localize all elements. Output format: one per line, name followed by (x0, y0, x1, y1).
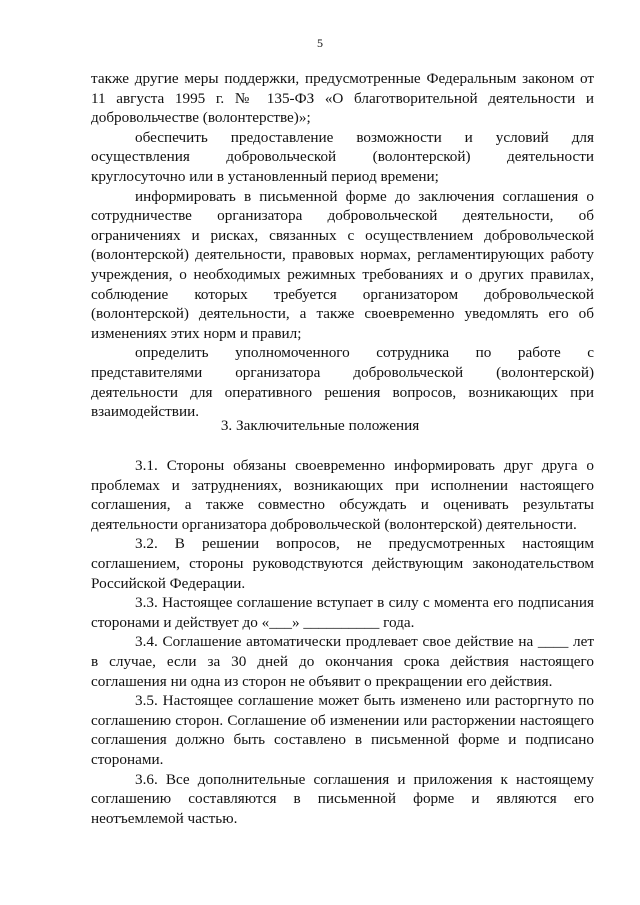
clause-3-5: 3.5. Настоящее соглашение может быть изменено или расторгнуто по соглашению сторон. Соглашение об изменении или расторжении настоящего соглашения должно быть составлено в письменной форме и подписано сторонами. (91, 692, 594, 768)
final-provisions (91, 456, 594, 828)
paragraph-appoint-employee: определить уполномоченного сотрудника по работе с представителями организатора добровольческой (волонтерской) деятельности для оперативного решения вопросов, возникающих при взаимодействии. (91, 344, 594, 421)
paragraph-inform-in-writing: информировать в письменной форме до заключения соглашения о сотрудничестве организатора добровольческой деятельности, об ограничениях и рисках, связанных с осуществлением добровольческой (волонтерской) деятельности, правовых нормах, регламентирующих работу учреждения, о необходимых режимных требованиях и о других правилах, соблюдение которых требуется организатором добровольческой (волонтерской) деятельности, а также своевременно уведомлять его об изменениях этих норм и правил; (91, 187, 594, 342)
clause-3-4: 3.4. Соглашение автоматически продлевает свое действие на ____ лет в случае, если за 30 дней до окончания срока действия настоящего соглашения ни одна из сторон не объявит о прекращении его действия. (91, 633, 594, 690)
paragraph-provide-conditions: обеспечить предоставление возможности и условий для осуществления добровольческой (волонтерской) деятельности круглосуточно или в установленный период времени; (91, 128, 594, 185)
section-heading: 3. Заключительные положения (220, 417, 420, 434)
obligations-continuation (91, 69, 594, 422)
clause-3-1: 3.1. Стороны обязаны своевременно информировать друг друга о проблемах и затруднениях, возникающих при исполнении настоящего соглашения, а также совместно обсуждать и оценивать результаты деятельности организатора добровольческой (волонтерской) деятельности. (91, 457, 594, 533)
paragraph-support-measures: также другие меры поддержки, предусмотренные Федеральным законом от 11 августа 1995 г. № 135-ФЗ «О благотворительной деятельности и добровольчестве (волонтерстве)»; (91, 70, 594, 127)
clause-3-3: 3.3. Настоящее соглашение вступает в силу с момента его подписания сторонами и действует до «___» __________ года. (91, 594, 594, 631)
clause-3-2: 3.2. В решении вопросов, не предусмотренных настоящим соглашением, стороны руководствуются действующим законодательством Российской Федерации. (91, 535, 594, 592)
clause-3-6: 3.6. Все дополнительные соглашения и приложения к настоящему соглашению составляются в письменной форме и являются его неотъемлемой частью. (91, 770, 594, 827)
page-number: 5 (317, 36, 323, 50)
